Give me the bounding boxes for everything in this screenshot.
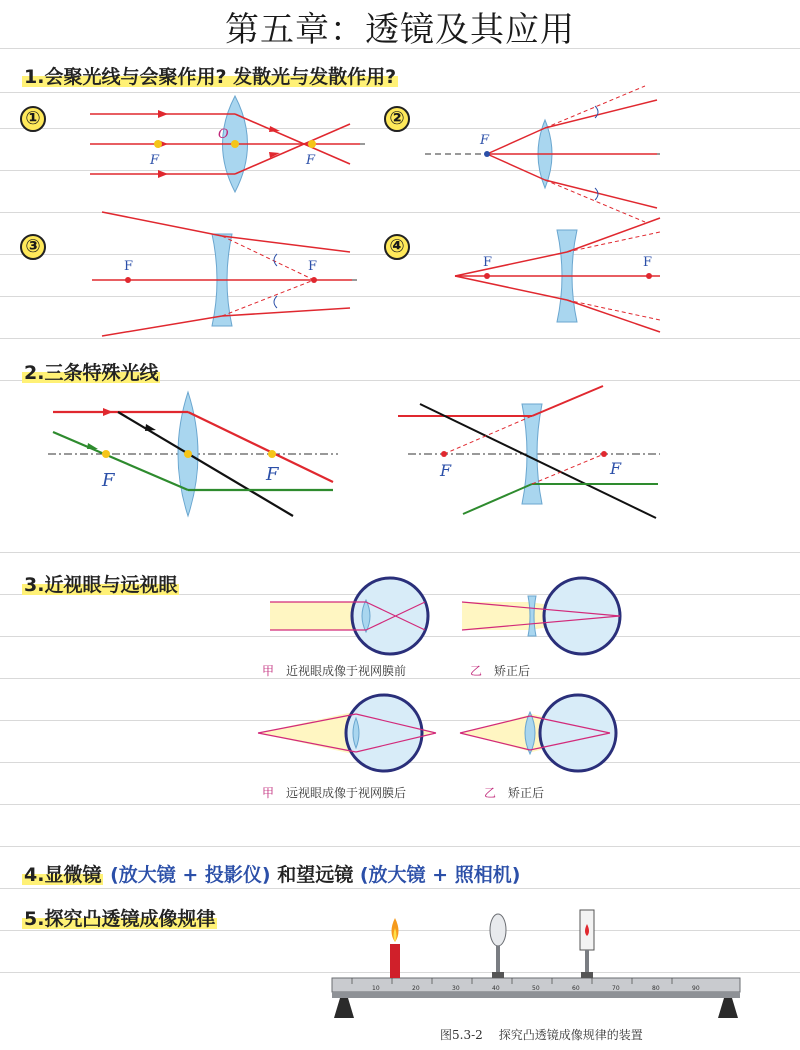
svg-text:F: F (483, 255, 493, 270)
svg-text:F: F (610, 459, 622, 478)
convex-three-rays-diagram (48, 386, 338, 522)
svg-text:70: 70 (612, 985, 620, 992)
myopia-corrected-caption: 乙 矫正后 (470, 664, 531, 678)
hyperopia-corrected-caption: 乙 矫正后 (484, 786, 545, 800)
bench-caption: 图5.3-2 探究凸透镜成像规律的装置 (440, 1028, 643, 1042)
svg-text:60: 60 (572, 985, 580, 992)
svg-text:F: F (308, 259, 318, 274)
svg-text:F: F (102, 470, 115, 491)
hyperopia-corrected-diagram (460, 692, 630, 774)
hyperopia-eye-diagram (258, 692, 438, 774)
diagram-number-3: ③ (20, 234, 46, 260)
svg-text:F: F (266, 464, 279, 485)
svg-text:F: F (440, 461, 452, 480)
diagram-number-2: ② (384, 106, 410, 132)
svg-text:50: 50 (532, 985, 540, 992)
section-2-heading: 2.三条特殊光线 (24, 362, 159, 384)
svg-text:20: 20 (412, 985, 420, 992)
convex-converging-diagram (90, 92, 370, 202)
section-5-heading: 5.探究凸透镜成像规律 (24, 908, 216, 930)
diagram-number-1: ① (20, 106, 46, 132)
svg-text:F: F (480, 133, 490, 148)
svg-text:F: F (150, 153, 160, 168)
page-title: 第五章：透镜及其应用 (225, 10, 575, 50)
svg-text:30: 30 (452, 985, 460, 992)
concave-source-diagram (455, 212, 665, 336)
svg-text:10: 10 (372, 985, 380, 992)
concave-three-rays-diagram (398, 386, 660, 522)
concave-diverging-diagram (92, 212, 362, 336)
svg-text:F: F (124, 259, 134, 274)
myopia-corrected-diagram (462, 576, 632, 654)
hyperopia-caption: 甲 远视眼成像于视网膜后 (262, 786, 407, 800)
myopia-caption: 甲 近视眼成像于视网膜前 (262, 664, 407, 678)
optical-bench-illustration (332, 904, 742, 1022)
section-4-heading: 4.显微镜 (放大镜 + 投影仪) 和望远镜 (放大镜 + 照相机) (24, 864, 521, 886)
svg-text:40: 40 (492, 985, 500, 992)
convex-diverging-source-diagram (425, 92, 665, 210)
section-3-heading: 3.近视眼与远视眼 (24, 574, 178, 596)
svg-text:80: 80 (652, 985, 660, 992)
svg-text:F: F (306, 153, 316, 168)
svg-text:90: 90 (692, 985, 700, 992)
diagram-number-4: ④ (384, 234, 410, 260)
myopia-eye-diagram (270, 576, 440, 654)
svg-text:F: F (643, 255, 653, 270)
section-1-heading: 1.会聚光线与会聚作用? 发散光与发散作用? (24, 66, 397, 88)
svg-text:O: O (218, 127, 229, 142)
